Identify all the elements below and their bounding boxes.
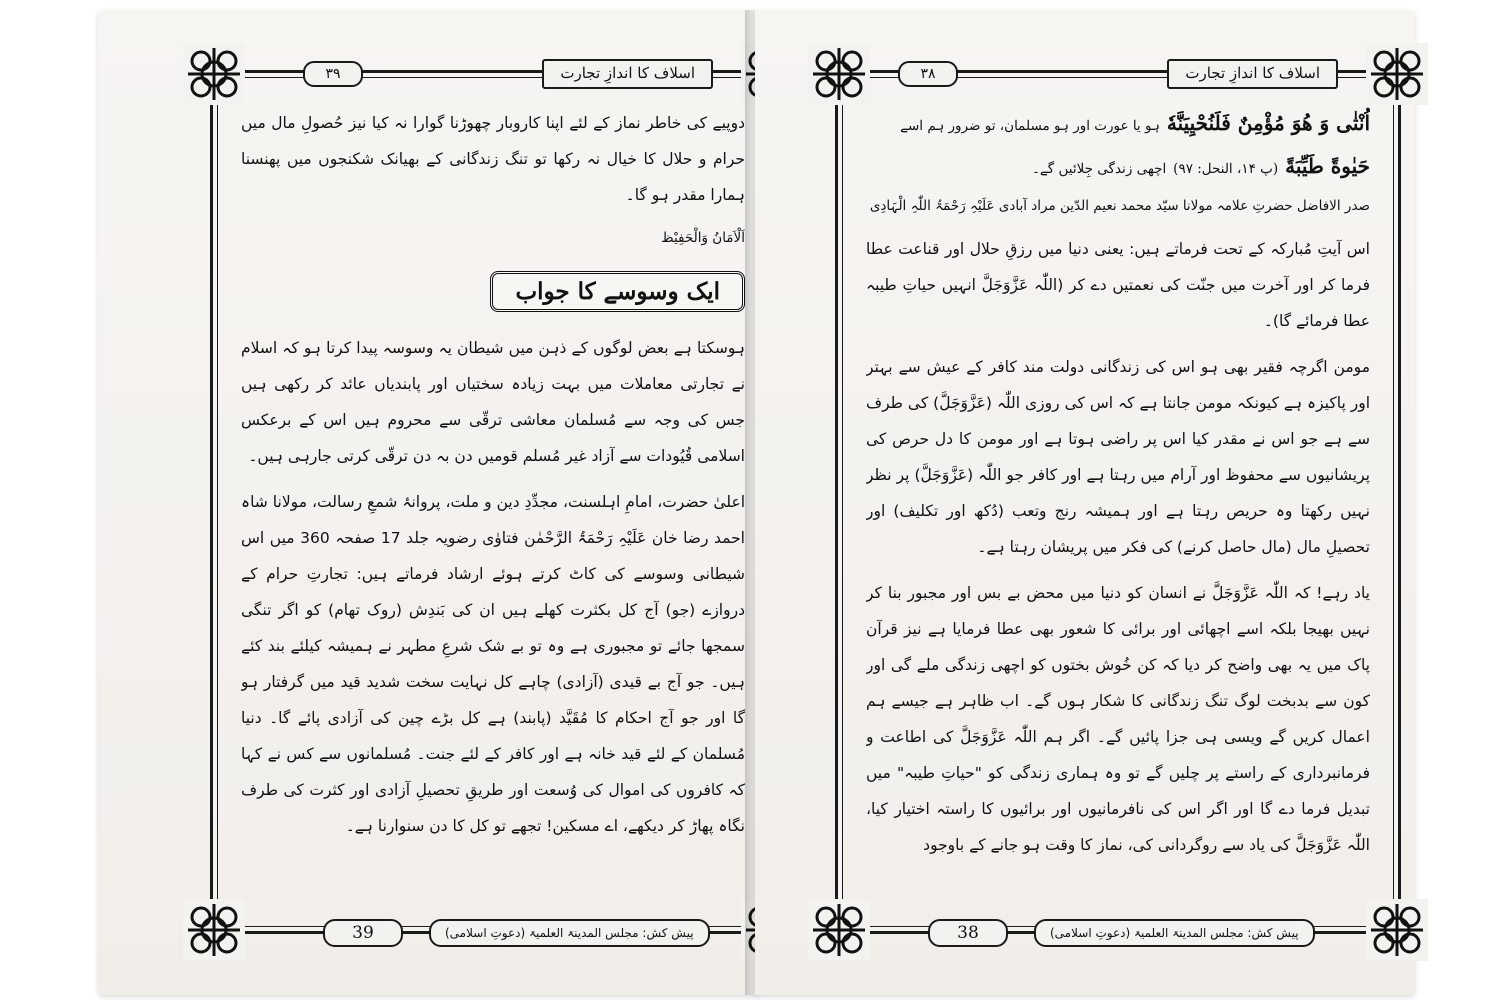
footer-page-number: 39 xyxy=(323,919,403,947)
arabic-phrase: اَلْاَمَانُ وَالْحَفِیْظ xyxy=(661,230,745,246)
right-page xyxy=(755,10,1415,995)
ornament-knot-icon xyxy=(183,43,245,105)
quran-reference: (پ ۱۴، النحل: ۹۷) xyxy=(1173,161,1279,177)
paragraph: ہوسکتا ہے بعض لوگوں کے ذہن میں شیطان یہ وسوسہ پیدا کرتا ہو کہ اسلام نے تجارتی معاملات میں بہت زیادہ سختیاں اور پابندیاں عائد کر رکھی ہیں جس کی وجہ سے مُسلمان معاشی ترقّی سے محروم ہیں اس کے برعکس اسلامی قُیُودات سے آزاد غیر مُسلم قومیں دن بہ دن ترقّی کرتی جارہی ہیں۔ xyxy=(241,339,745,465)
page-footer xyxy=(323,919,710,947)
paragraph: مومن اگرچہ فقیر بھی ہو اس کی زندگانی دولت مند کافر کے عیش سے بہتر اور پاکیزہ ہے کیونکہ مومن جانتا ہے کہ اس کی روزی اللّٰہ (عَزَّوَجَلَّ) کی طرف سے ہے جو اس نے مقدر کیا اس پر راضی ہوتا ہے اور مومن کا دل حرص کی پریشانیوں سے محفوظ اور آرام میں رہتا ہے اور کافر جو اللّٰہ (عَزَّوَجَلَّ) پر نظر نہیں رکھتا وہ حریص رہتا ہے اور ہمیشہ رنج وتعب (دُکھ اور تکلیف) اور تحصیلِ مال (مال حاصل کرنے) کی فکر میں پریشان رہتا ہے۔ xyxy=(866,358,1370,556)
scholar-intro: صدر الافاضل حضرتِ علامہ مولانا سیّد محمد نعیم الدّین مراد آبادی عَلَیْہِ رَحْمَۃُ اللّٰہِ الْہَادِی xyxy=(869,198,1370,214)
ornament-knot-icon xyxy=(808,899,870,961)
paragraph: اس آیتِ مُبارکہ کے تحت فرماتے ہیں: یعنی دنیا میں رزقِ حلال اور قناعت عطا فرما کر اور آخرت میں جنّت کی نعمتیں دے کر (اللّٰہ عَزَّوَجَلَّ انہیں حیاتِ طیبہ عطا فرمائے گا)۔ xyxy=(866,240,1370,330)
ornament-knot-icon xyxy=(1366,43,1428,105)
open-book xyxy=(70,10,1440,995)
quran-arabic: حَیٰوةً طَیِّبَةً xyxy=(1285,154,1370,178)
quran-arabic: اُنْثٰی وَ هُوَ مُؤْمِنٌ فَلَنُحْیِیَنَّهٗ xyxy=(1166,111,1370,135)
paragraph: دوپیے کی خاطر نماز کے لئے اپنا کاروبار چھوڑنا گوارا نہ کیا نیز حُصولِ مال میں حرام و حلال کا خیال نہ رکھا تو تنگ زندگانی کے بھیانک شکنجوں میں پھنسنا ہمارا مقدر ہو گا۔ xyxy=(241,114,745,204)
header-book-title: اسلاف کا اندازِ تجارت xyxy=(1167,59,1338,89)
publisher-credit: پیش کش: مجلس المدینۃ العلمیۃ (دعوتِ اسلامی) xyxy=(429,919,710,947)
ornament-knot-icon xyxy=(183,899,245,961)
right-page-frame xyxy=(835,64,1401,943)
quran-translation: اچھی زندگی جِلائیں گے۔ xyxy=(1031,161,1167,177)
section-heading: ایک وسوسے کا جواب xyxy=(490,271,745,312)
quran-translation: ہو یا عورت اور ہو مسلمان، تو ضرور ہم اسے xyxy=(900,118,1160,134)
header-book-title: اسلاف کا اندازِ تجارت xyxy=(542,59,713,89)
quran-verse xyxy=(866,148,1370,187)
header-page-number: ۳۸ xyxy=(898,61,958,87)
paragraph: یاد رہے! کہ اللّٰہ عَزَّوَجَلَّ نے انسان کو دنیا میں محض بے بس اور مجبور بنا کر نہیں بھیجا بلکہ اسے اچھائی اور برائی کا شعور بھی عطا فرمایا ہے نیز قرآن پاک میں یہ بھی واضح کر دیا کہ کن خُوش بختوں کو اچھی زندگی ملے گی اور کون سے بدبخت لوگ تنگ زندگانی کا شکار ہوں گے۔ اب ظاہر ہے جیسے ہم اعمال کریں گے ویسی ہی جزا پائیں گے۔ اگر ہم اللّٰہ عَزَّوَجَلَّ کی اطاعت و فرمانبرداری کے راستے پر چلیں گے تو وہ ہماری زندگی کو "حیاتِ طیبہ" میں تبدیل فرما دے گا اور اگر اس کی نافرمانیوں اور برائیوں کا راستہ اختیار کیا، اللّٰہ عَزَّوَجَلَّ کی یاد سے روگردانی کی، نماز کا وقت ہو جانے کے باوجود xyxy=(866,584,1370,854)
page-text xyxy=(866,105,1370,895)
left-page-frame xyxy=(210,64,776,943)
paragraph: اعلیٰ حضرت، امامِ اہلسنت، مجدِّدِ دین و ملت، پروانۂ شمعِ رسالت، مولانا شاہ احمد رضا خان عَلَیْہِ رَحْمَۃُ الرَّحْمٰن فتاوٰی رضویہ جلد 17 صفحہ 360 میں اس شیطانی وسوسے کی کاٹ کرتے ہوئے ارشاد فرماتے ہیں: تجارتِ حرام کے دروازے (جو) آج کل بکثرت کھلے ہیں ان کی بَندِش (روک تھام) کو اگر تنگی سمجھا جائے تو مجبوری ہے وہ تو بے شک شرعِ مطہر نے ہمیشہ کیلئے بند کئے ہیں۔ جو آج بے قیدی (آزادی) چاہے کل نہایت سخت شدید قید میں گرفتار ہو گا اور جو آج احکام کا مُقَیَّد (پابند) ہے کل بڑے چین کی آزادی پائے گا۔ دنیا مُسلمان کے لئے قید خانہ ہے اور کافر کے لئے جنت۔ مُسلمانوں سے کس نے کہا کہ کافروں کی اموال کی وُسعت اور طریقِ تحصیلِ آزادی اور کثرت کی طرف نگاہ پھاڑ کر دیکھے، اے مسکین! تجھے تو کل کا دن سنوارنا ہے۔ xyxy=(241,493,745,835)
left-page xyxy=(98,10,758,995)
ornament-knot-icon xyxy=(1366,899,1428,961)
page-footer xyxy=(928,919,1315,947)
quran-verse xyxy=(866,105,1370,144)
page-text xyxy=(241,105,745,895)
publisher-credit: پیش کش: مجلس المدینۃ العلمیۃ (دعوتِ اسلامی) xyxy=(1034,919,1315,947)
header-page-number: ۳۹ xyxy=(303,61,363,87)
footer-page-number: 38 xyxy=(928,919,1008,947)
ornament-knot-icon xyxy=(808,43,870,105)
